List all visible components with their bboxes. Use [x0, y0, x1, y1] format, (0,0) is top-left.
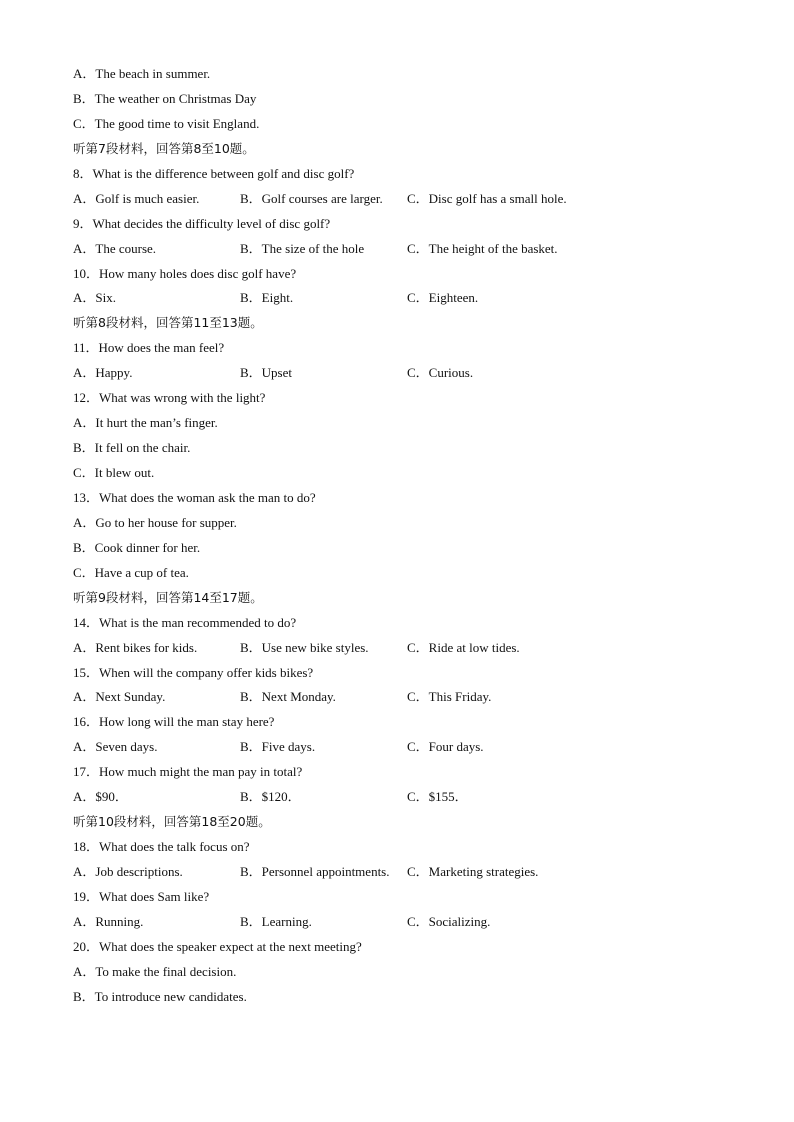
option-b: B．Golf courses are larger. [240, 190, 383, 206]
option-a: A．The course. [73, 240, 157, 256]
question-line: 15．When will the company offer kids bikes? [73, 664, 314, 680]
option-c: C．Four days. [407, 739, 484, 755]
option-line: B．It fell on the chair. [73, 440, 191, 456]
options-row [73, 860, 773, 885]
option-line: A．To make the final decision. [73, 963, 237, 979]
options-row [73, 636, 773, 661]
question-line: 8．What is the difference between golf and disc golf? [73, 165, 355, 181]
option-b: B．Personnel appointments. [240, 864, 390, 879]
option-b: B．Upset [240, 365, 293, 381]
option-c: C．This Friday. [407, 689, 492, 705]
question-line: 16．How long will the man stay here? [73, 714, 275, 730]
question-line: 19．What does Sam like? [73, 888, 210, 904]
option-a: A．Happy. [73, 365, 133, 381]
option-line: C．Have a cup of tea. [73, 564, 189, 580]
option-line: A．The beach in summer. [73, 66, 211, 81]
question-line: 14．What is the man recommended to do? [73, 614, 297, 630]
option-b: B．Next Monday. [240, 689, 336, 705]
options-row [73, 361, 773, 386]
option-a: A．Golf is much easier. [73, 190, 200, 206]
question-line: 18．What does the talk focus on? [73, 839, 250, 855]
options-row [73, 237, 773, 262]
question-line: 12．What was wrong with the light? [73, 390, 266, 406]
option-b: B．Five days. [240, 739, 316, 755]
option-a: A．Rent bikes for kids. [73, 639, 198, 655]
options-row [73, 187, 773, 212]
section-instruction: 听第9段材料，回答第14至17题。 [73, 589, 263, 605]
section-instruction: 听第10段材料，回答第18至20题。 [73, 814, 271, 830]
option-line: A．Go to her house for supper. [73, 514, 237, 530]
options-row [73, 685, 773, 710]
option-c: C．Marketing strategies. [407, 864, 539, 879]
section-instruction: 听第8段材料，回答第11至13题。 [73, 315, 263, 331]
option-b: B．The size of the hole [240, 240, 365, 256]
option-line: C．The good time to visit England. [73, 115, 260, 131]
option-line: B．The weather on Christmas Day [73, 90, 257, 106]
option-a: A．$90． [73, 789, 128, 805]
option-line: B．To introduce new candidates. [73, 988, 247, 1004]
option-c: C．Ride at low tides. [407, 639, 520, 655]
options-row [73, 735, 773, 760]
question-line: 10．How many holes does disc golf have? [73, 265, 297, 281]
question-line: 13．What does the woman ask the man to do? [73, 489, 316, 505]
option-c: C．Disc golf has a small hole. [407, 190, 567, 206]
question-line: 11．How does the man feel? [73, 340, 225, 356]
option-line: B．Cook dinner for her. [73, 539, 201, 555]
section-instruction: 听第7段材料，回答第8至10题。 [73, 140, 255, 156]
exam-page-content [73, 62, 773, 1010]
option-a: A．Job descriptions. [73, 864, 183, 879]
option-c: C．$155． [407, 789, 468, 805]
option-a: A．Running. [73, 913, 144, 929]
option-a: A．Seven days. [73, 739, 158, 755]
option-a: A．Six. [73, 290, 116, 306]
option-a: A．Next Sunday. [73, 689, 166, 705]
option-b: B．$120． [240, 789, 301, 805]
option-b: B．Use new bike styles. [240, 639, 369, 655]
options-row [73, 910, 773, 935]
option-b: B．Eight. [240, 290, 294, 306]
option-line: C．It blew out. [73, 465, 155, 480]
option-c: C．The height of the basket. [407, 240, 558, 256]
question-line: 17．How much might the man pay in total? [73, 764, 303, 780]
option-line: A．It hurt the man’s finger. [73, 415, 218, 431]
option-b: B．Learning. [240, 913, 312, 929]
question-line: 20．What does the speaker expect at the next meeting? [73, 938, 362, 954]
options-row [73, 785, 773, 810]
option-c: C．Socializing. [407, 913, 491, 929]
options-row [73, 286, 773, 311]
option-c: C．Eighteen. [407, 290, 479, 306]
question-line: 9．What decides the difficulty level of disc golf? [73, 215, 331, 231]
option-c: C．Curious. [407, 365, 474, 381]
